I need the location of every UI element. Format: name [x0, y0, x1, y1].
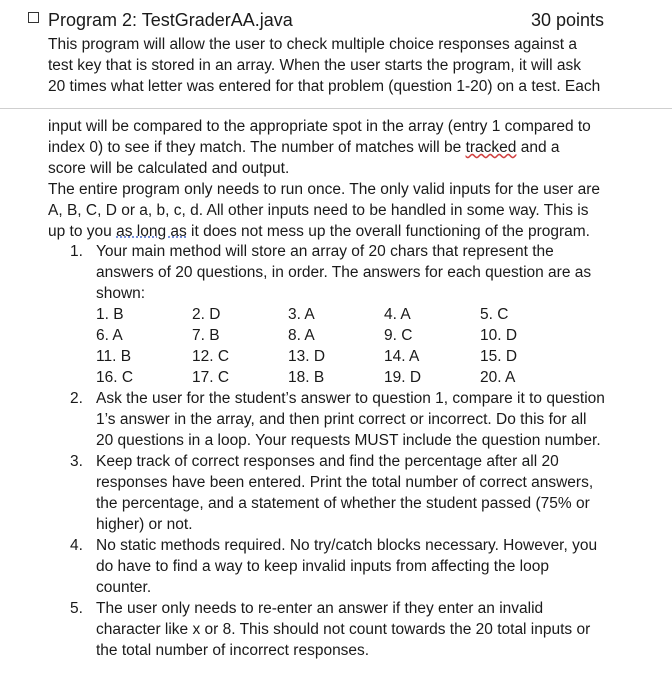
intro-line: A, B, C, D or a, b, c, d. All other inputs need to be handled in some way. This is — [48, 202, 589, 219]
list-item-line: Ask the user for the student’s answer to question 1, compare it to question — [96, 390, 605, 407]
page-top-section — [0, 0, 672, 108]
answer-key-entry: 7. B — [192, 327, 220, 344]
page-break-divider — [0, 108, 672, 109]
spellcheck-word: tracked — [465, 139, 517, 156]
list-item-line: Keep track of correct responses and find the percentage after all 20 — [96, 453, 559, 470]
list-item-line: counter. — [96, 579, 152, 596]
list-number: 4. — [70, 537, 83, 554]
list-item-line: 1’s answer in the array, and then print correct or incorrect. Do this for all — [96, 411, 587, 428]
intro-line: input will be compared to the appropriate spot in the array (entry 1 compared to — [48, 118, 591, 135]
answer-key-entry: 12. C — [192, 348, 230, 365]
intro-line: The entire program only needs to run once. The only valid inputs for the user are — [48, 181, 600, 198]
answer-key-entry: 3. A — [288, 306, 315, 323]
list-item — [48, 598, 648, 661]
list-item — [48, 388, 648, 451]
answer-key-entry: 8. A — [288, 327, 315, 344]
grammar-check-phrase: as long as — [116, 223, 187, 240]
answer-key-entry: 9. C — [384, 327, 413, 344]
list-item — [48, 451, 648, 535]
list-number: 1. — [70, 243, 83, 260]
list-item-line: shown: — [96, 285, 146, 302]
answer-key-entry: 16. C — [96, 369, 134, 386]
list-number: 3. — [70, 453, 83, 470]
list-item-line: the percentage, and a statement of whether the student passed (75% or — [96, 495, 590, 512]
answer-key-entry: 14. A — [384, 348, 420, 365]
list-item-line: answers of 20 questions, in order. The answers for each question are as — [96, 264, 592, 281]
intro-line: score will be calculated and output. — [48, 160, 290, 177]
answer-key-entry: 13. D — [288, 348, 326, 365]
answer-key-entry: 5. C — [480, 306, 509, 323]
list-item-line: responses have been entered. Print the total number of correct answers, — [96, 474, 594, 491]
intro-line: index 0) to see if they match. The number of matches will be tracked and a — [48, 139, 560, 156]
answer-key-entry: 20. A — [480, 369, 516, 386]
intro-line: This program will allow the user to check multiple choice responses against a — [48, 36, 577, 53]
answer-key-entry: 19. D — [384, 369, 422, 386]
list-number: 2. — [70, 390, 83, 407]
list-item-line: character like x or 8. This should not count towards the 20 total inputs or — [96, 621, 591, 638]
answer-key-table — [96, 304, 648, 388]
list-item-line: the total number of incorrect responses. — [96, 642, 370, 659]
program-title: Program 2: TestGraderAA.java — [48, 10, 293, 30]
list-item-line: The user only needs to re-enter an answer if they enter an invalid — [96, 600, 544, 617]
points-label: 30 points — [530, 10, 604, 30]
checkbox-bullet-icon — [28, 12, 39, 23]
intro-line: 20 times what letter was entered for that problem (question 1-20) on a test. Each — [48, 78, 601, 95]
requirements-list — [48, 241, 648, 661]
answer-key-entry: 18. B — [288, 369, 325, 386]
list-item — [48, 535, 648, 598]
program-header — [24, 8, 624, 32]
answer-key-entry: 6. A — [96, 327, 123, 344]
intro-paragraph-bottom — [48, 116, 648, 242]
intro-paragraph-top — [48, 34, 648, 97]
list-item — [48, 241, 648, 388]
intro-line: test key that is stored in an array. When the user starts the program, it will ask — [48, 57, 581, 74]
answer-key-entry: 4. A — [384, 306, 411, 323]
list-item-line: 20 questions in a loop. Your requests MUST include the question number. — [96, 432, 601, 449]
intro-line: up to you as long as it does not mess up the overall functioning of the program. — [48, 223, 590, 240]
list-number: 5. — [70, 600, 83, 617]
list-item-line: do have to find a way to keep invalid inputs from affecting the loop — [96, 558, 549, 575]
answer-key-entry: 15. D — [480, 348, 518, 365]
answer-key-entry: 17. C — [192, 369, 230, 386]
answer-key-entry: 2. D — [192, 306, 221, 323]
list-item-line: higher) or not. — [96, 516, 193, 533]
list-item-line: Your main method will store an array of 20 chars that represent the — [96, 243, 554, 260]
answer-key-entry: 10. D — [480, 327, 518, 344]
list-item-line: No static methods required. No try/catch blocks necessary. However, you — [96, 537, 598, 554]
answer-key-entry: 11. B — [96, 348, 132, 365]
answer-key-entry: 1. B — [96, 306, 124, 323]
